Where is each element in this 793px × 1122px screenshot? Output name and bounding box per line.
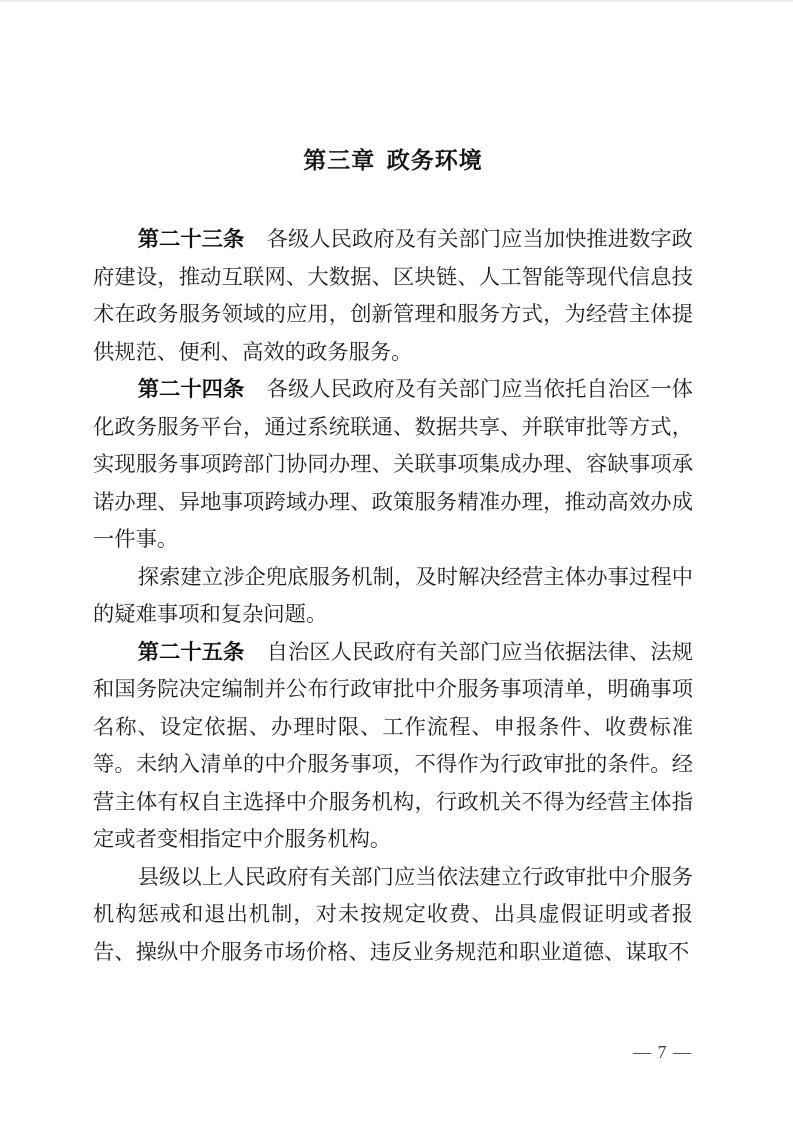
article-paragraph	[93, 859, 693, 972]
article-paragraph	[93, 634, 693, 859]
chapter-title	[93, 145, 693, 176]
paragraph-text: 各级人民政府及有关部门应当依托自治区一体化政务服务平台，通过系统联通、数据共享、并联审批等方式，实现服务事项跨部门协同办理、关联事项集成办理、容缺事项承诺办理、异地事项跨域办理、政策服务精准办理，推动高效办成一件事。	[93, 377, 693, 551]
article-number: 第二十四条	[137, 377, 245, 401]
scan-edge-artifact	[0, 0, 793, 2]
paragraph-text: 探索建立涉企兜底服务机制，及时解决经营主体办事过程中的疑难事项和复杂问题。	[93, 564, 693, 626]
article-number: 第二十三条	[137, 227, 245, 251]
document-body	[93, 221, 693, 971]
paragraph-text: 各级人民政府及有关部门应当加快推进数字政府建设，推动互联网、大数据、区块链、人工智能等现代信息技术在政务服务领域的应用，创新管理和服务方式，为经营主体提供规范、便利、高效的政务服务。	[93, 227, 693, 364]
article-paragraph	[93, 371, 693, 559]
page-number: — 7 —	[633, 1042, 692, 1062]
chapter-number: 第三章	[303, 147, 376, 173]
article-paragraph	[93, 221, 693, 371]
chapter-title-text: 政务环境	[386, 147, 483, 173]
paragraph-text: 县级以上人民政府有关部门应当依法建立行政审批中介服务机构惩戒和退出机制，对未按规定收费、出具虚假证明或者报告、操纵中介服务市场价格、违反业务规范和职业道德、谋取不	[93, 864, 693, 964]
article-paragraph	[93, 559, 693, 634]
paragraph-text: 自治区人民政府有关部门应当依据法律、法规和国务院决定编制并公布行政审批中介服务事项清单，明确事项名称、设定依据、办理时限、工作流程、申报条件、收费标准等。未纳入清单的中介服务事项，不得作为行政审批的条件。经营主体有权自主选择中介服务机构，行政机关不得为经营主体指定或者变相指定中介服务机构。	[93, 639, 693, 851]
article-number: 第二十五条	[137, 639, 245, 664]
